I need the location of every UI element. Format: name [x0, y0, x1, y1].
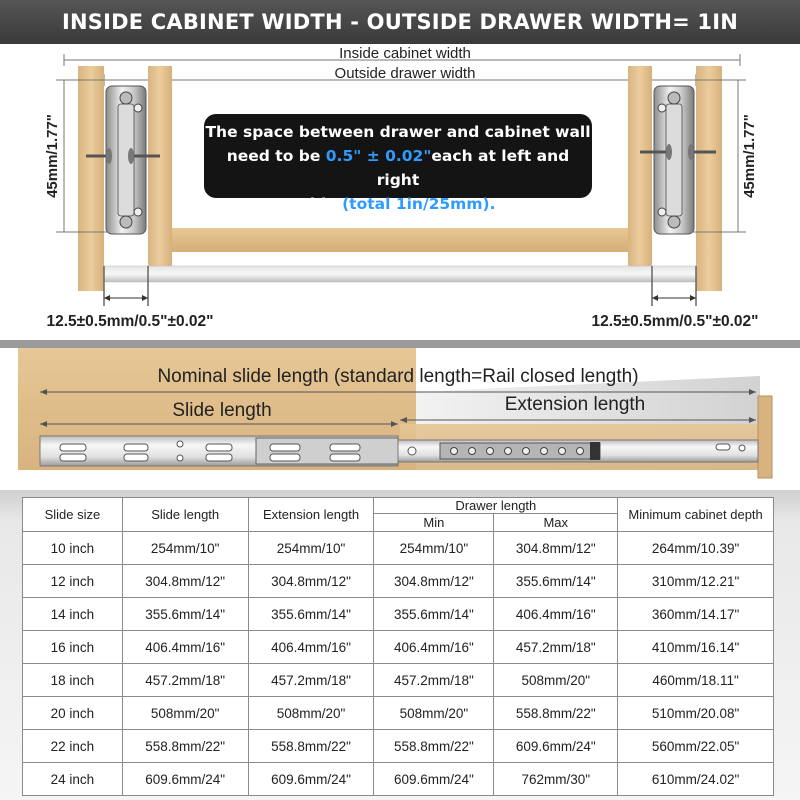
table-cell: 457.2mm/18" — [494, 631, 618, 664]
table-cell: 510mm/20.08" — [618, 697, 774, 730]
table-cell: 22 inch — [23, 730, 123, 763]
callout-line-2: need to be 0.5" ± 0.02"each at left and right — [226, 147, 570, 189]
spec-table-section — [0, 490, 800, 800]
table-cell: 406.4mm/16" — [494, 598, 618, 631]
left-drawer-side — [148, 66, 172, 266]
table-cell: 457.2mm/18" — [248, 664, 374, 697]
table-cell: 20 inch — [23, 697, 123, 730]
outside-drawer-width-label: Outside drawer width — [334, 65, 476, 82]
callout-line-3: side (total 1in/25mm). — [300, 195, 496, 213]
table-cell: 508mm/20" — [374, 697, 494, 730]
table-cell: 355.6mm/14" — [494, 565, 618, 598]
table-cell: 609.6mm/24" — [122, 763, 248, 796]
right-gap-label: 12.5±0.5mm/0.5"±0.02" — [591, 313, 759, 330]
table-cell: 609.6mm/24" — [248, 763, 374, 796]
table-cell: 558.8mm/22" — [122, 730, 248, 763]
table-cell: 508mm/20" — [248, 697, 374, 730]
tolerance-highlight: 0.5" ± 0.02" — [325, 147, 432, 165]
header-max: Max — [494, 514, 618, 532]
table-cell: 560mm/22.05" — [618, 730, 774, 763]
table-cell: 610mm/24.02" — [618, 763, 774, 796]
header-slide-length: Slide length — [122, 498, 248, 532]
drawer-front — [758, 396, 772, 478]
table-row — [23, 664, 774, 697]
table-cell: 406.4mm/16" — [122, 631, 248, 664]
left-gap-label: 12.5±0.5mm/0.5"±0.02" — [46, 313, 214, 330]
slide-size-table — [22, 497, 774, 796]
table-row — [23, 565, 774, 598]
table-cell: 14 inch — [23, 598, 123, 631]
table-row — [23, 631, 774, 664]
spacing-callout — [204, 114, 592, 213]
table-cell: 609.6mm/24" — [494, 730, 618, 763]
table-cell: 264mm/10.39" — [618, 532, 774, 565]
table-cell: 360mm/14.17" — [618, 598, 774, 631]
right-slide-icon — [654, 86, 694, 234]
table-cell: 254mm/10" — [374, 532, 494, 565]
drawer-slide-rail — [40, 436, 758, 466]
left-height-label: 45mm/1.77" — [44, 114, 61, 198]
table-cell: 460mm/18.11" — [618, 664, 774, 697]
left-slide-icon — [106, 86, 146, 234]
slide-length-diagram — [0, 340, 800, 490]
table-cell: 24 inch — [23, 763, 123, 796]
extension-length-label: Extension length — [504, 394, 646, 415]
table-cell: 558.8mm/22" — [374, 730, 494, 763]
table-cell: 18 inch — [23, 664, 123, 697]
inside-cabinet-width-label: Inside cabinet width — [339, 45, 471, 62]
nominal-length-label: Nominal slide length (standard length=Rail closed length) — [157, 366, 639, 387]
header-min-cabinet-depth: Minimum cabinet depth — [618, 498, 774, 532]
table-cell: 355.6mm/14" — [374, 598, 494, 631]
table-row — [23, 697, 774, 730]
table-cell: 304.8mm/12" — [494, 532, 618, 565]
table-cell: 558.8mm/22" — [494, 697, 618, 730]
total-highlight: (total 1in/25mm). — [342, 195, 496, 213]
table-cell: 254mm/10" — [248, 532, 374, 565]
table-cell: 304.8mm/12" — [374, 565, 494, 598]
right-cabinet-wall — [696, 66, 722, 291]
page-title: INSIDE CABINET WIDTH - OUTSIDE DRAWER WIDTH= 1IN — [0, 0, 800, 44]
table-cell: 12 inch — [23, 565, 123, 598]
slide-diagram-svg — [0, 340, 800, 490]
cabinet-cross-section — [0, 44, 800, 340]
table-cell: 355.6mm/14" — [248, 598, 374, 631]
table-cell: 355.6mm/14" — [122, 598, 248, 631]
bottom-rail — [104, 266, 696, 282]
table-cell: 410mm/16.14" — [618, 631, 774, 664]
callout-line-1: The space between drawer and cabinet wall — [205, 123, 591, 141]
table-row — [23, 598, 774, 631]
table-cell: 304.8mm/12" — [122, 565, 248, 598]
header-extension-length: Extension length — [248, 498, 374, 532]
table-row — [23, 730, 774, 763]
right-height-label: 45mm/1.77" — [741, 114, 758, 198]
table-cell: 508mm/20" — [494, 664, 618, 697]
table-cell: 558.8mm/22" — [248, 730, 374, 763]
table-cell: 310mm/12.21" — [618, 565, 774, 598]
table-cell: 762mm/30" — [494, 763, 618, 796]
table-cell: 406.4mm/16" — [374, 631, 494, 664]
right-drawer-side — [628, 66, 652, 266]
table-cell: 406.4mm/16" — [248, 631, 374, 664]
table-cell: 508mm/20" — [122, 697, 248, 730]
table-cell: 457.2mm/18" — [374, 664, 494, 697]
header-drawer-length: Drawer length — [374, 498, 618, 514]
table-cell: 16 inch — [23, 631, 123, 664]
table-cell: 254mm/10" — [122, 532, 248, 565]
header-min: Min — [374, 514, 494, 532]
table-row — [23, 532, 774, 565]
header-slide-size: Slide size — [23, 498, 123, 532]
table-cell: 457.2mm/18" — [122, 664, 248, 697]
table-cell: 10 inch — [23, 532, 123, 565]
left-cabinet-wall — [78, 66, 104, 291]
table-row — [23, 763, 774, 796]
table-cell: 609.6mm/24" — [374, 763, 494, 796]
slide-length-label: Slide length — [172, 400, 272, 421]
drawer-bottom — [172, 228, 628, 252]
table-cell: 304.8mm/12" — [248, 565, 374, 598]
